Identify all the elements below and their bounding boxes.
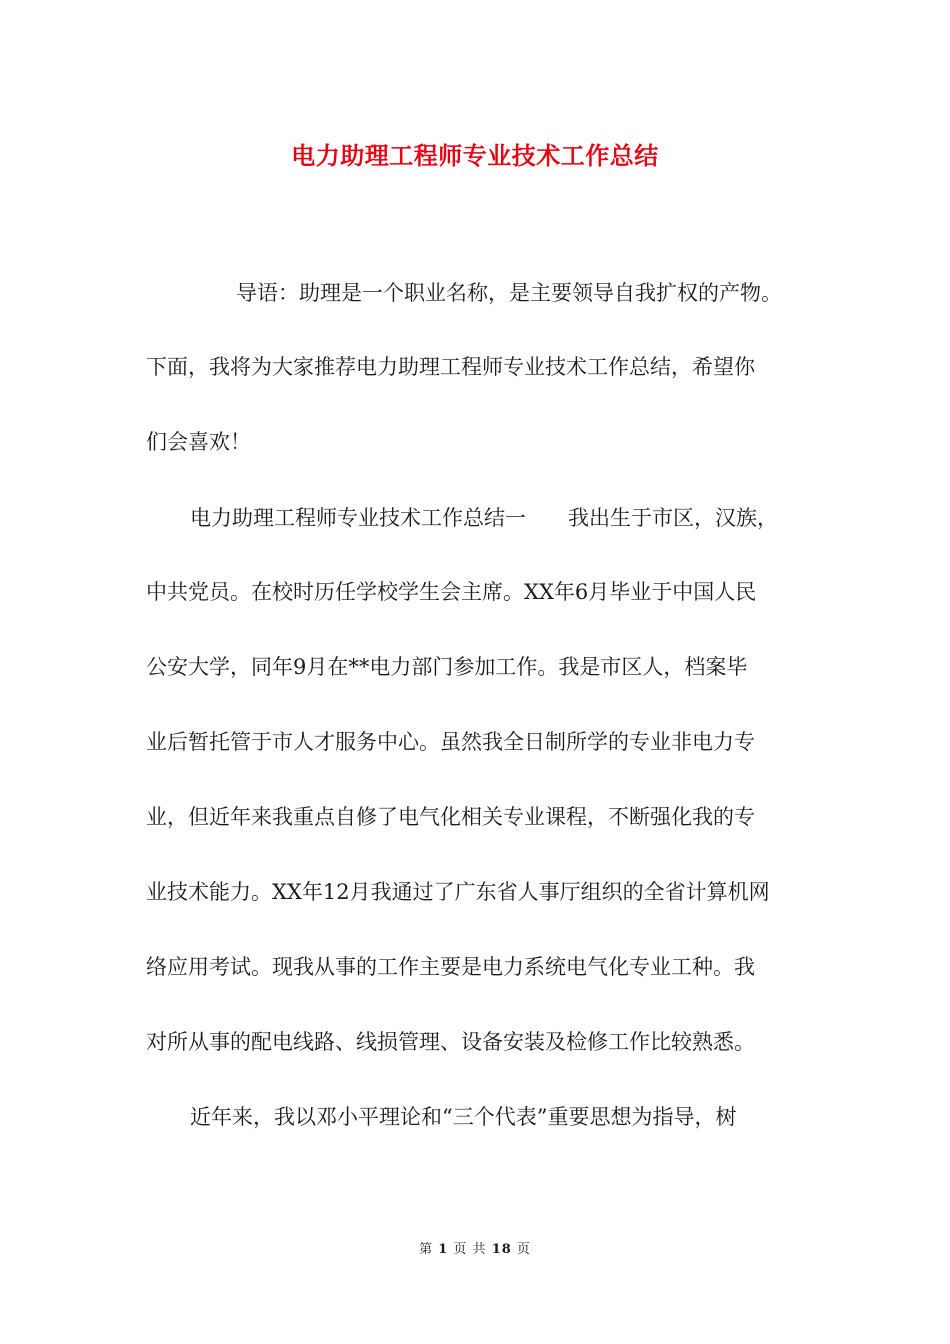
footer-current-page: 1: [438, 1242, 449, 1257]
body-line-11: 对所从事的配电线路、线损管理、设备安装及检修工作比较熟悉。: [146, 1030, 755, 1054]
body-line-1: 导语：助理是一个职业名称，是主要领导自我扩权的产物。: [236, 281, 782, 305]
body-line-9: 业技术能力。XX年12月我通过了广东省人事厅组织的全省计算机网: [146, 880, 770, 904]
footer-suffix: 页: [516, 1242, 531, 1257]
body-line-5: 中共党员。在校时历任学校学生会主席。XX年6月毕业于中国人民: [146, 580, 757, 604]
footer-prefix: 第: [419, 1242, 434, 1257]
body-line-8: 业，但近年来我重点自修了电气化相关专业课程，不断强化我的专: [146, 805, 755, 829]
body-line-12: 近年来，我以邓小平理论和“三个代表”重要思想为指导，树: [190, 1105, 737, 1129]
body-line-6: 公安大学，同年9月在**电力部门参加工作。我是市区人，档案毕: [146, 655, 748, 679]
body-line-10: 络应用考试。现我从事的工作主要是电力系统电气化专业工种。我: [146, 955, 755, 979]
document-title: 电力助理工程师专业技术工作总结: [291, 141, 659, 170]
body-line-2: 下面，我将为大家推荐电力助理工程师专业技术工作总结，希望你: [146, 355, 755, 379]
footer-total-pages: 18: [491, 1242, 512, 1257]
body-line-7: 业后暂托管于市人才服务中心。虽然我全日制所学的专业非电力专: [146, 730, 755, 754]
body-line-4: 电力助理工程师专业技术工作总结一 我出生于市区，汉族，: [190, 506, 778, 530]
page-footer: [0, 1238, 950, 1257]
footer-middle: 页 共: [453, 1242, 487, 1257]
body-line-3: 们会喜欢！: [146, 430, 251, 454]
